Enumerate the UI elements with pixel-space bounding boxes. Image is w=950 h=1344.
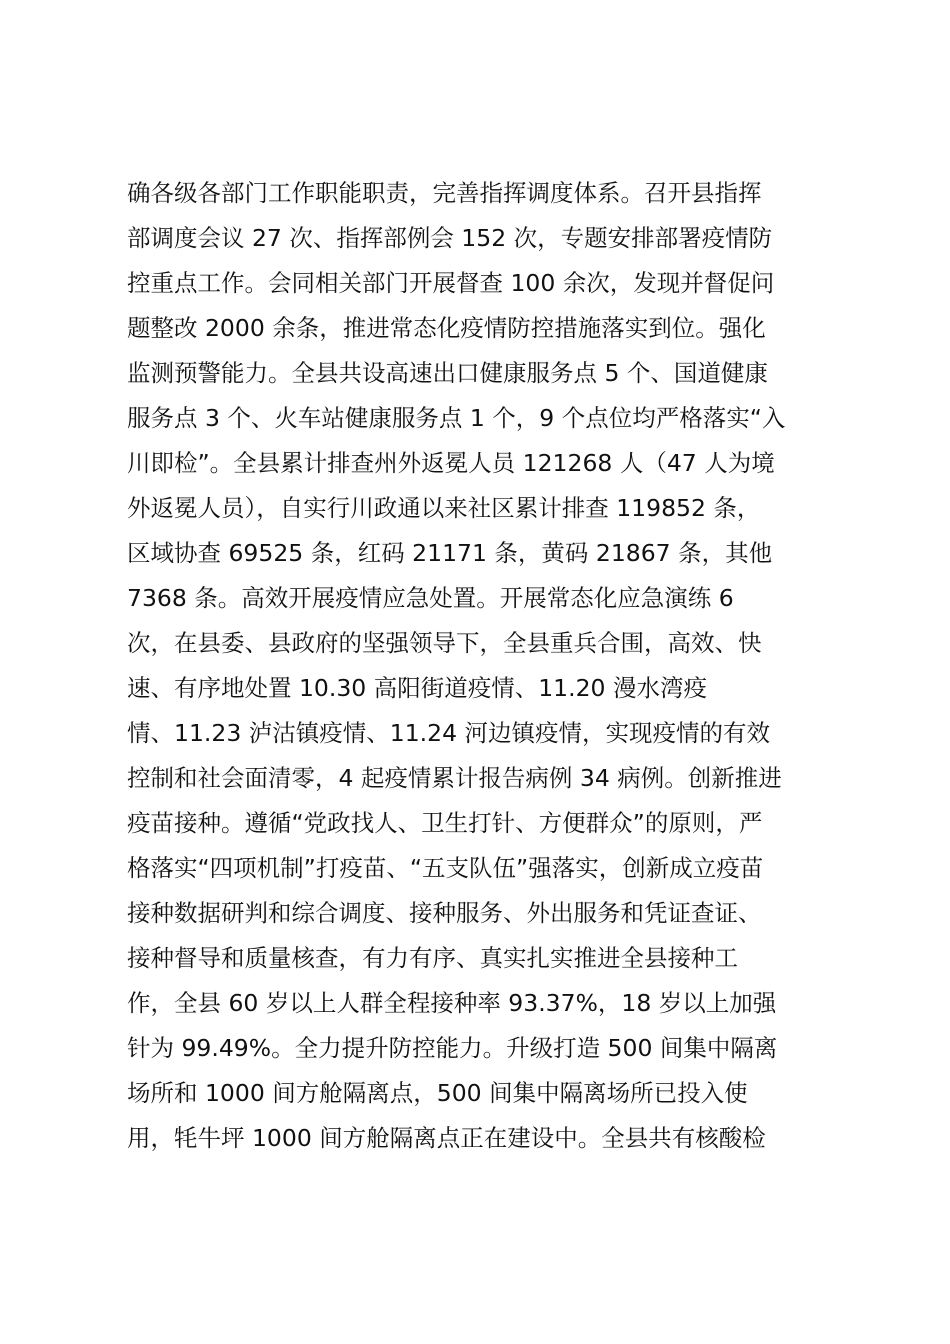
text-line: 部调度会议 27 次、指挥部例会 152 次，专题安排部署疫情防 — [127, 224, 773, 252]
text-line: 作，全县 60 岁以上人群全程接种率 93.37%，18 岁以上加强 — [127, 989, 777, 1017]
text-line: 次，在县委、县政府的坚强领导下，全县重兵合围，高效、快 — [127, 629, 762, 657]
text-line: 外返冕人员），自实行川政通以来社区累计排查 119852 条， — [127, 494, 761, 522]
text-line: 区域协查 69525 条，红码 21171 条，黄码 21867 条，其他 — [127, 539, 773, 567]
text-line: 川即检”。全县累计排查州外返冕人员 121268 人（47 人为境 — [127, 449, 775, 477]
text-line: 监测预警能力。全县共设高速出口健康服务点 5 个、国道健康 — [127, 359, 768, 387]
text-line: 速、有序地处置 10.30 高阳街道疫情、11.20 漫水湾疫 — [127, 674, 707, 702]
text-line: 确各级各部门工作职能职责，完善指挥调度体系。召开县指挥 — [127, 179, 762, 207]
text-line: 接种数据研判和综合调度、接种服务、外出服务和凭证查证、 — [127, 899, 762, 927]
text-line: 控重点工作。会同相关部门开展督查 100 余次，发现并督促问 — [127, 269, 775, 297]
text-line: 情、11.23 泸沽镇疫情、11.24 河边镇疫情，实现疫情的有效 — [127, 719, 770, 747]
text-line: 接种督导和质量核查，有力有序、真实扎实推进全县接种工 — [127, 944, 738, 972]
text-line: 场所和 1000 间方舱隔离点，500 间集中隔离场所已投入使 — [127, 1079, 748, 1107]
text-line: 7368 条。高效开展疫情应急处置。开展常态化应急演练 6 — [127, 584, 734, 612]
text-line: 用，牦牛坪 1000 间方舱隔离点正在建设中。全县共有核酸检 — [127, 1124, 766, 1152]
body-paragraph — [127, 171, 837, 1161]
text-line: 格落实“四项机制”打疫苗、“五支队伍”强落实，创新成立疫苗 — [127, 854, 764, 882]
text-line: 针为 99.49%。全力提升防控能力。升级打造 500 间集中隔离 — [127, 1034, 778, 1062]
text-line: 控制和社会面清零，4 起疫情累计报告病例 34 病例。创新推进 — [127, 764, 782, 792]
text-line: 服务点 3 个、火车站健康服务点 1 个，9 个点位均严格落实“入 — [127, 404, 786, 432]
text-line: 疫苗接种。遵循“党政找人、卫生打针、方便群众”的原则，严 — [127, 809, 763, 837]
text-line: 题整改 2000 余条，推进常态化疫情防控措施落实到位。强化 — [127, 314, 766, 342]
